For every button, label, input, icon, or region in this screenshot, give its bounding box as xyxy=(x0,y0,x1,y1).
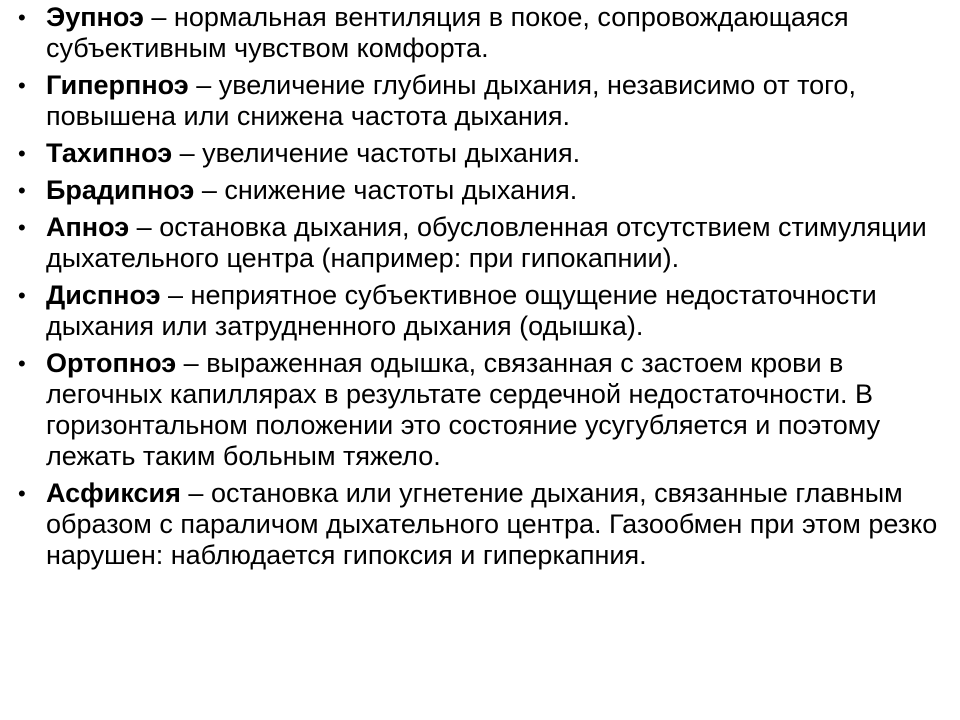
bullet-icon: • xyxy=(18,351,26,376)
bullet-icon: • xyxy=(18,283,26,308)
bullet-icon: • xyxy=(18,481,26,506)
term-label: Ортопноэ xyxy=(46,348,177,378)
list-item-dyspnea xyxy=(12,280,942,342)
term-label: Тахипноэ xyxy=(46,138,173,168)
list-item-orthopnea xyxy=(12,348,942,472)
list-item-apnea xyxy=(12,212,942,274)
definition-text: – остановка дыхания, обусловленная отсутствием стимуляции дыхательного центра (например: при гипокапнии). xyxy=(46,212,927,273)
list-item-eupnea xyxy=(12,2,942,64)
bullet-icon: • xyxy=(18,73,26,98)
list-item-hyperpnea xyxy=(12,70,942,132)
list-item-tachypnea xyxy=(12,138,942,169)
term-label: Апноэ xyxy=(46,212,130,242)
bullet-icon: • xyxy=(18,215,26,240)
definition-text: – выраженная одышка, связанная с застоем крови в легочных капиллярах в результате сердечной недостаточности. В горизонтальном положении это состояние усугубляется и поэтому лежать таким больным тяжело. xyxy=(46,348,881,471)
bullet-icon: • xyxy=(18,178,26,203)
definition-text: – увеличение глубины дыхания, независимо от того, повышена или снижена частота дыхания. xyxy=(46,70,856,131)
definition-list xyxy=(12,2,942,577)
definition-text: – нормальная вентиляция в покое, сопровождающаяся субъективным чувством комфорта. xyxy=(46,2,849,63)
list-item-asphyxia xyxy=(12,478,942,571)
term-label: Диспноэ xyxy=(46,280,161,310)
definition-text: – снижение частоты дыхания. xyxy=(194,175,578,205)
bullet-icon: • xyxy=(18,141,26,166)
term-label: Гиперпноэ xyxy=(46,70,189,100)
definition-text: – увеличение частоты дыхания. xyxy=(172,138,581,168)
list-item-bradypnea xyxy=(12,175,942,206)
definition-text: – остановка или угнетение дыхания, связанные главным образом с параличом дыхательного центра. Газообмен при этом резко нарушен: наблюдается гипоксия и гиперкапния. xyxy=(46,478,938,570)
definition-text: – неприятное субъективное ощущение недостаточности дыхания или затрудненного дыхания (одышка). xyxy=(46,280,877,341)
term-label: Эупноэ xyxy=(46,2,144,32)
term-label: Асфиксия xyxy=(46,478,181,508)
bullet-icon: • xyxy=(18,5,26,30)
term-label: Брадипноэ xyxy=(46,175,195,205)
